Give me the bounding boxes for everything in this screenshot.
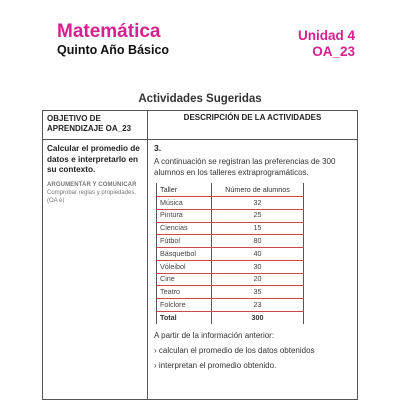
taller-cell: Pintura [157,209,212,222]
alumnos-cell: 80 [212,235,304,248]
taller-cell: Fútbol [157,235,212,248]
bullet-item: › calculan el promedio de los datos obtenidos [154,345,315,355]
total-label: Total [157,312,212,324]
alumnos-cell: 23 [212,299,304,312]
table-row [157,248,304,261]
taller-column-header: Taller [157,183,212,197]
grade-level: Quinto Año Básico [57,43,170,57]
activities-table [42,110,358,400]
taller-cell: Vóleibol [157,260,212,273]
table-row [157,299,304,312]
alumnos-cell: 30 [212,260,304,273]
page-title: Actividades Sugeridas [138,93,262,105]
activity-intro: A continuación se registran las preferencias de 300 alumnos en los talleres extraprogramáticos. [154,157,336,177]
bullet-item: › interpretan el promedio obtenido. [154,360,277,370]
description-column-header: DESCRIPCIÓN DE LA ACTIVIDADES [148,111,358,140]
follow-up-text: A partir de la información anterior: [154,330,275,340]
total-value: 300 [212,312,304,324]
oa-code: OA_23 [312,44,355,59]
taller-cell: Teatro [157,286,212,299]
data-table-header-row [157,183,304,197]
table-row [157,197,304,210]
taller-cell: Básquetbol [157,248,212,261]
skill-description: Comprobar reglas y propiedades. (OA e) [47,189,137,204]
workshop-data-table [156,183,304,324]
alumnos-cell: 20 [212,273,304,286]
skill-title: ARGUMENTAR Y COMUNICAR [47,181,137,188]
alumnos-cell: 32 [212,197,304,210]
taller-cell: Música [157,197,212,210]
objective-column-header: OBJETIVO DE APRENDIZAJE OA_23 [43,111,148,140]
objective-cell [43,140,148,400]
table-row [157,222,304,235]
description-cell [148,140,358,400]
table-row [157,273,304,286]
unit-label: Unidad 4 [297,28,355,43]
objective-text: Calcular el promedio de datos e interpretarlo en su contexto. [47,144,140,174]
taller-cell: Cine [157,273,212,286]
alumnos-column-header: Número de alumnos [212,183,304,197]
subject-title: Matemática [57,21,161,42]
table-row [157,260,304,273]
table-body-row [43,140,358,400]
activity-number: 3. [154,143,162,153]
table-row [157,286,304,299]
alumnos-cell: 35 [212,286,304,299]
taller-cell: Folclore [157,299,212,312]
table-row [157,209,304,222]
alumnos-cell: 15 [212,222,304,235]
taller-cell: Ciencias [157,222,212,235]
alumnos-cell: 40 [212,248,304,261]
alumnos-cell: 25 [212,209,304,222]
table-header-row [43,111,358,140]
total-row [157,312,304,324]
table-row [157,235,304,248]
